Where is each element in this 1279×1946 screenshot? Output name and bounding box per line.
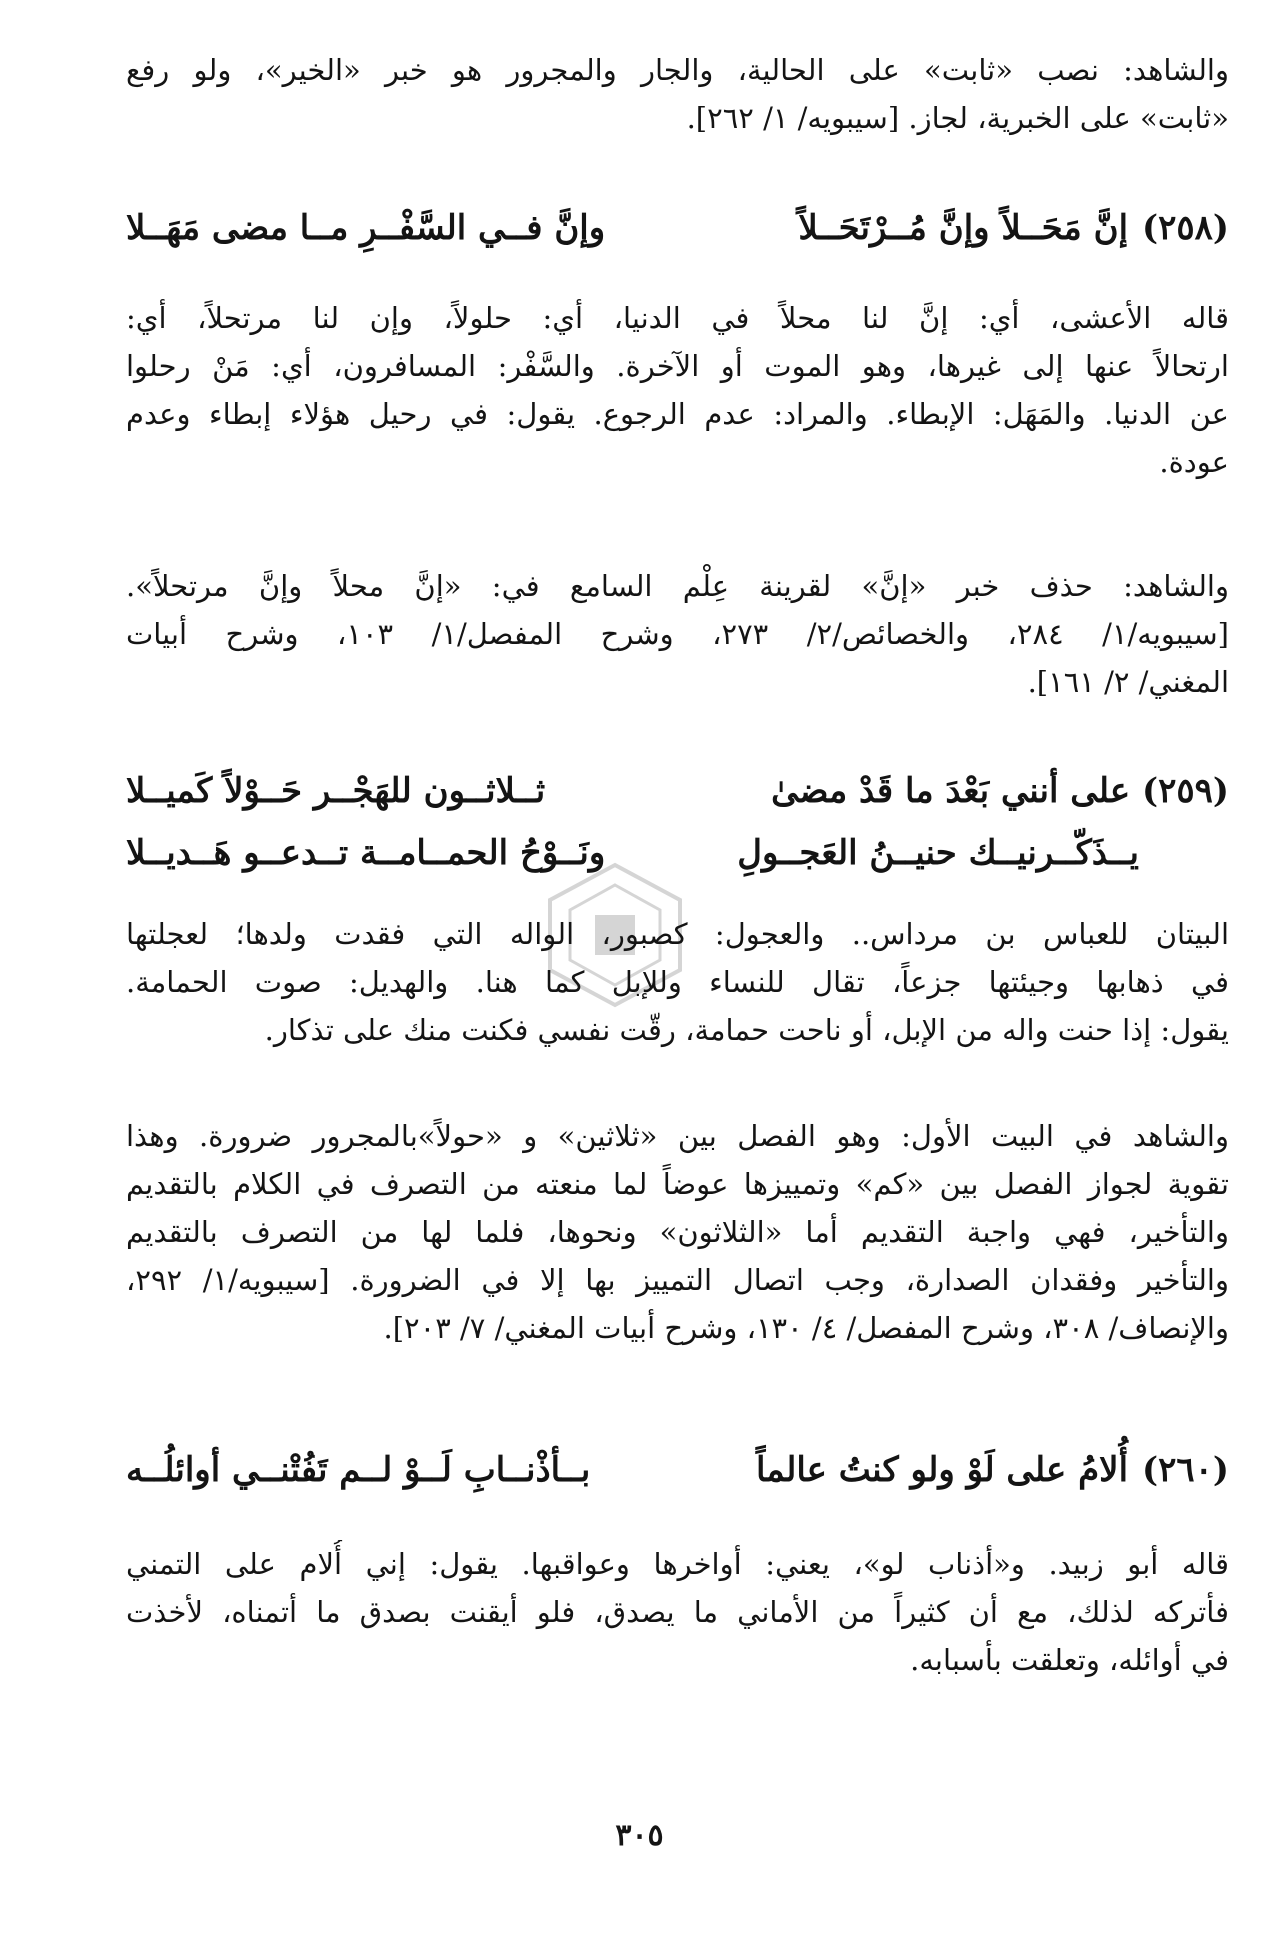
paragraph-2 [126,294,1229,486]
paragraph-line: عودة. [1159,445,1229,479]
paragraph-line: في أوائله، وتعلقت بأسبابه. [910,1643,1229,1677]
paragraph-5 [126,1112,1229,1352]
paragraph-line: عن الدنيا. والمَهَل: الإبطاء. والمراد: عدم الرجوع. يقول: في رحيل هؤلاء إبطاء وعدم [126,397,1229,431]
paragraph-6 [126,1540,1229,1684]
paragraph-line: يقول: إذا حنت واله من الإبل، أو ناحت حمامة، رقّت نفسي فكنت منك على تذكار. [264,1013,1229,1047]
verse-second-hemistich: ثــلاثــون للهَجْــر حَــوْلاً كَميــلا [126,771,546,811]
verse-number: (٢٦٠) [1142,1450,1229,1490]
verse-hemistich-text: على أنني بَعْدَ ما قَدْ مضىٰ [771,771,1131,811]
paragraph-line: ارتحالاً عنها إلى غيرها، وهو الموت أو الآخرة. والسَّفْر: المسافرون، أي: مَنْ رحلوا [126,349,1229,383]
verse-first-hemistich: إنَّ مَحَــلاً وإنَّ مُــرْتَحَــلاً [798,208,1129,248]
paragraph-line: فأتركه لذلك، مع أن كثيراً من الأماني ما يصدق، فلو أيقنت بصدق ما أتمناه، لأخذت [126,1595,1229,1629]
verse-260 [126,1440,1229,1500]
paragraph-line: والتأخير وفقدان الصدارة، وجب اتصال التمييز بها إلا في الضرورة. [سيبويه/١/ ٢٩٢، [126,1263,1229,1297]
verse-258 [126,198,1229,258]
paragraph-3 [126,562,1229,706]
verse-line [126,760,1229,822]
paragraph-line: [سيبويه/١/ ٢٨٤، والخصائص/٢/ ٢٧٣، وشرح المفصل/١/ ١٠٣، وشرح أبيات [126,617,1229,651]
verse-second-hemistich: ونَــوْحُ الحمــامــة تــدعــو هَــديــلا [126,833,606,873]
verse-first-hemistich [771,760,1229,822]
verse-second-hemistich: وإنَّ فــي السَّفْــرِ مــا مضى مَهَــلا [125,208,606,248]
paragraph-line: والتأخير، فهي واجبة التقديم أما «الثلاثون» ونحوها، فلما لها من التصرف بالتقديم [126,1215,1229,1249]
paragraph-4 [126,910,1229,1054]
paragraph-line: والشاهد: حذف خبر «إنَّ» لقرينة عِلْم السامع في: «إنَّ محلاً وإنَّ مرتحلاً». [126,569,1229,603]
paragraph-line: البيتان للعباس بن مرداس.. والعجول: كصبور، الواله التي فقدت ولدها؛ لعجلتها [126,917,1229,951]
paragraph-1 [126,46,1229,142]
verse-second-hemistich: بــأذْنــابِ لَــوْ لــم تَفُتْنــي أوائلُــه [125,1450,591,1490]
paragraph-line: تقوية لجواز الفصل بين «كم» وتمييزها عوضاً لما منعته من التصرف في الكلام بالتقديم [126,1167,1229,1201]
paragraph-line: «ثابت» على الخبرية، لجاز. [سيبويه/ ١/ ٢٦٢]. [686,101,1229,135]
page-number: ٣٠٥ [615,1818,664,1853]
verse-first-hemistich: يــذَكّــرنيــك حنيــنُ العَجــولِ [737,833,1139,873]
verse-number: (٢٥٩) [1142,771,1229,811]
paragraph-line: والشاهد في البيت الأول: وهو الفصل بين «ثلاثين» و «حولاً»بالمجرور ضرورة. وهذا [126,1119,1229,1153]
paragraph-line: المغني/ ٢/ ١٦١]. [1027,665,1229,699]
paragraph-line: والشاهد: نصب «ثابت» على الحالية، والجار والمجرور هو خبر «الخير»، ولو رفع [126,53,1229,87]
paragraph-line: في ذهابها وجيئتها جزعاً، تقال للنساء وللإبل كما هنا. والهديل: صوت الحمامة. [126,965,1229,999]
verse-number: (٢٥٨) [1142,208,1229,248]
paragraph-line: قاله أبو زبيد. و«أذناب لو»، يعني: أواخرها وعواقبها. يقول: إني أُلام على التمني [126,1547,1229,1581]
verse-first-hemistich: أُلامُ على لَوْ ولو كنتُ عالماً [755,1450,1129,1490]
paragraph-line: والإنصاف/ ٣٠٨، وشرح المفصل/ ٤/ ١٣٠، وشرح أبيات المغني/ ٧/ ٢٠٣]. [383,1311,1229,1345]
paragraph-line: قاله الأعشى، أي: إنَّ لنا محلاً في الدنيا، أي: حلولاً، وإن لنا مرتحلاً، أي: [126,301,1229,335]
